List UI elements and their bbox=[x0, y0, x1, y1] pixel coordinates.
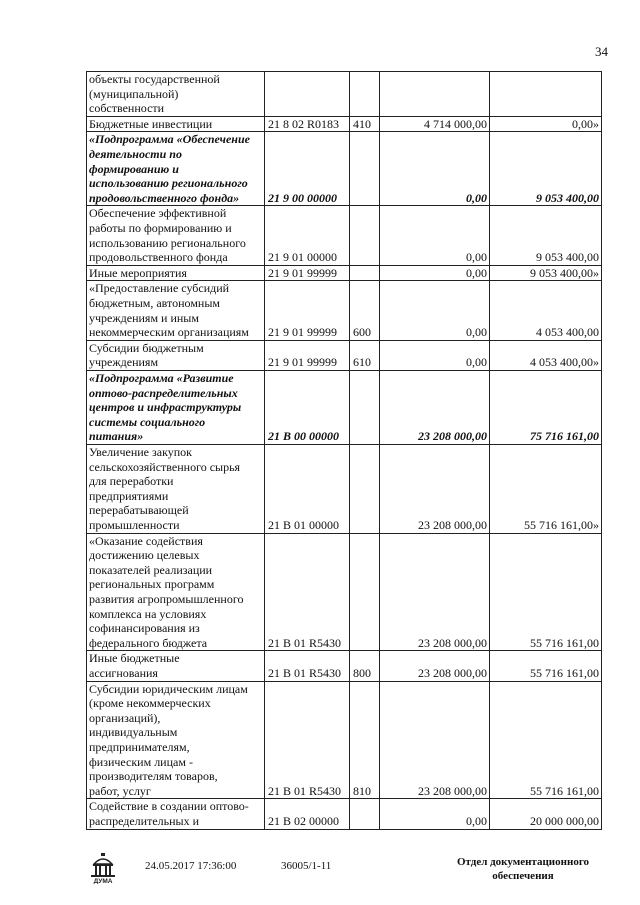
logo-text: ДУМА bbox=[93, 878, 113, 884]
cell-sum-2017: 0,00 bbox=[380, 340, 490, 370]
cell-expense-type: 610 bbox=[350, 340, 380, 370]
cell-sum-2017: 23 208 000,00 bbox=[380, 681, 490, 799]
cell-code: 21 В 01 R5430 bbox=[265, 533, 350, 651]
footer-department-line2: обеспечения bbox=[492, 870, 554, 882]
cell-code: 21 9 01 99999 bbox=[265, 281, 350, 340]
table-row bbox=[87, 281, 602, 340]
table-body bbox=[87, 72, 602, 830]
cell-sum-2018: 9 053 400,00 bbox=[490, 132, 602, 206]
cell-code bbox=[265, 72, 350, 117]
table-row bbox=[87, 444, 602, 533]
cell-name: Иные бюджетные ассигнования bbox=[87, 651, 265, 681]
cell-sum-2017: 23 208 000,00 bbox=[380, 533, 490, 651]
table-row bbox=[87, 533, 602, 651]
table-row bbox=[87, 265, 602, 281]
cell-code: 21 В 01 R5430 bbox=[265, 681, 350, 799]
cell-sum-2017: 0,00 bbox=[380, 799, 490, 829]
cell-sum-2017: 23 208 000,00 bbox=[380, 651, 490, 681]
cell-expense-type bbox=[350, 370, 380, 444]
footer-department bbox=[438, 855, 608, 883]
cell-code: 21 9 00 00000 bbox=[265, 132, 350, 206]
cell-name: «Подпрограмма «Обеспечение деятельности по формированию и использованию регионального продовольственного фонда» bbox=[87, 132, 265, 206]
cell-sum-2017: 4 714 000,00 bbox=[380, 116, 490, 132]
table-row bbox=[87, 799, 602, 829]
cell-name: Субсидии юридическим лицам (кроме некоммерческих организаций), индивидуальным предпринимателям, физическим лицам - производителям товаров, работ, услуг bbox=[87, 681, 265, 799]
cell-name: Субсидии бюджетным учреждениям bbox=[87, 340, 265, 370]
cell-code: 21 9 01 99999 bbox=[265, 340, 350, 370]
table-row bbox=[87, 681, 602, 799]
table-row bbox=[87, 340, 602, 370]
cell-sum-2017: 0,00 bbox=[380, 265, 490, 281]
cell-expense-type: 410 bbox=[350, 116, 380, 132]
cell-sum-2017: 23 208 000,00 bbox=[380, 370, 490, 444]
cell-name: Содействие в создании оптово- распределительных и bbox=[87, 799, 265, 829]
cell-expense-type bbox=[350, 132, 380, 206]
duma-logo-icon bbox=[88, 852, 118, 884]
cell-code: 21 В 01 00000 bbox=[265, 444, 350, 533]
cell-name: Обеспечение эффективной работы по формированию и использованию регионального продовольственного фонда bbox=[87, 206, 265, 265]
cell-sum-2018: 55 716 161,00 bbox=[490, 681, 602, 799]
table-row bbox=[87, 132, 602, 206]
cell-expense-type bbox=[350, 799, 380, 829]
cell-name: «Подпрограмма «Развитие оптово-распределительных центров и инфраструктуры системы социального питания» bbox=[87, 370, 265, 444]
cell-sum-2018: 55 716 161,00 bbox=[490, 533, 602, 651]
cell-expense-type: 600 bbox=[350, 281, 380, 340]
cell-sum-2018 bbox=[490, 72, 602, 117]
cell-code: 21 8 02 R0183 bbox=[265, 116, 350, 132]
cell-sum-2018: 9 053 400,00» bbox=[490, 265, 602, 281]
cell-expense-type bbox=[350, 72, 380, 117]
cell-name: «Оказание содействия достижению целевых показателей реализации региональных программ развития агропромышленного комплекса на условиях софинансирования из федерального бюджета bbox=[87, 533, 265, 651]
cell-name: Увеличение закупок сельскохозяйственного сырья для переработки предприятиями перерабатывающей промышленности bbox=[87, 444, 265, 533]
cell-sum-2017 bbox=[380, 72, 490, 117]
cell-code: 21 9 01 00000 bbox=[265, 206, 350, 265]
table-row bbox=[87, 370, 602, 444]
cell-sum-2017: 0,00 bbox=[380, 206, 490, 265]
cell-sum-2018: 55 716 161,00 bbox=[490, 651, 602, 681]
cell-sum-2017: 23 208 000,00 bbox=[380, 444, 490, 533]
cell-expense-type: 800 bbox=[350, 651, 380, 681]
table-row bbox=[87, 206, 602, 265]
cell-expense-type bbox=[350, 265, 380, 281]
table-row bbox=[87, 72, 602, 117]
cell-code: 21 В 02 00000 bbox=[265, 799, 350, 829]
cell-expense-type bbox=[350, 533, 380, 651]
cell-sum-2018: 0,00» bbox=[490, 116, 602, 132]
footer-date: 24.05.2017 17:36:00 bbox=[145, 860, 237, 872]
cell-name: объекты государственной (муниципальной) собственности bbox=[87, 72, 265, 117]
cell-sum-2018: 4 053 400,00» bbox=[490, 340, 602, 370]
cell-expense-type bbox=[350, 206, 380, 265]
cell-sum-2018: 75 716 161,00 bbox=[490, 370, 602, 444]
cell-sum-2018: 9 053 400,00 bbox=[490, 206, 602, 265]
cell-name: «Предоставление субсидий бюджетным, автономным учреждениям и иным некоммерческим организациям bbox=[87, 281, 265, 340]
cell-code: 21 9 01 99999 bbox=[265, 265, 350, 281]
cell-sum-2018: 55 716 161,00» bbox=[490, 444, 602, 533]
cell-sum-2018: 4 053 400,00 bbox=[490, 281, 602, 340]
footer-document-code: 36005/1-11 bbox=[281, 860, 332, 872]
cell-sum-2017: 0,00 bbox=[380, 281, 490, 340]
table-row bbox=[87, 651, 602, 681]
cell-sum-2018: 20 000 000,00 bbox=[490, 799, 602, 829]
cell-name: Иные мероприятия bbox=[87, 265, 265, 281]
table-row bbox=[87, 116, 602, 132]
cell-code: 21 В 00 00000 bbox=[265, 370, 350, 444]
cell-name: Бюджетные инвестиции bbox=[87, 116, 265, 132]
page-number: 34 bbox=[595, 44, 608, 59]
cell-expense-type: 810 bbox=[350, 681, 380, 799]
budget-table bbox=[86, 71, 602, 830]
cell-sum-2017: 0,00 bbox=[380, 132, 490, 206]
cell-expense-type bbox=[350, 444, 380, 533]
cell-code: 21 В 01 R5430 bbox=[265, 651, 350, 681]
footer-department-line1: Отдел документационного bbox=[456, 856, 590, 868]
